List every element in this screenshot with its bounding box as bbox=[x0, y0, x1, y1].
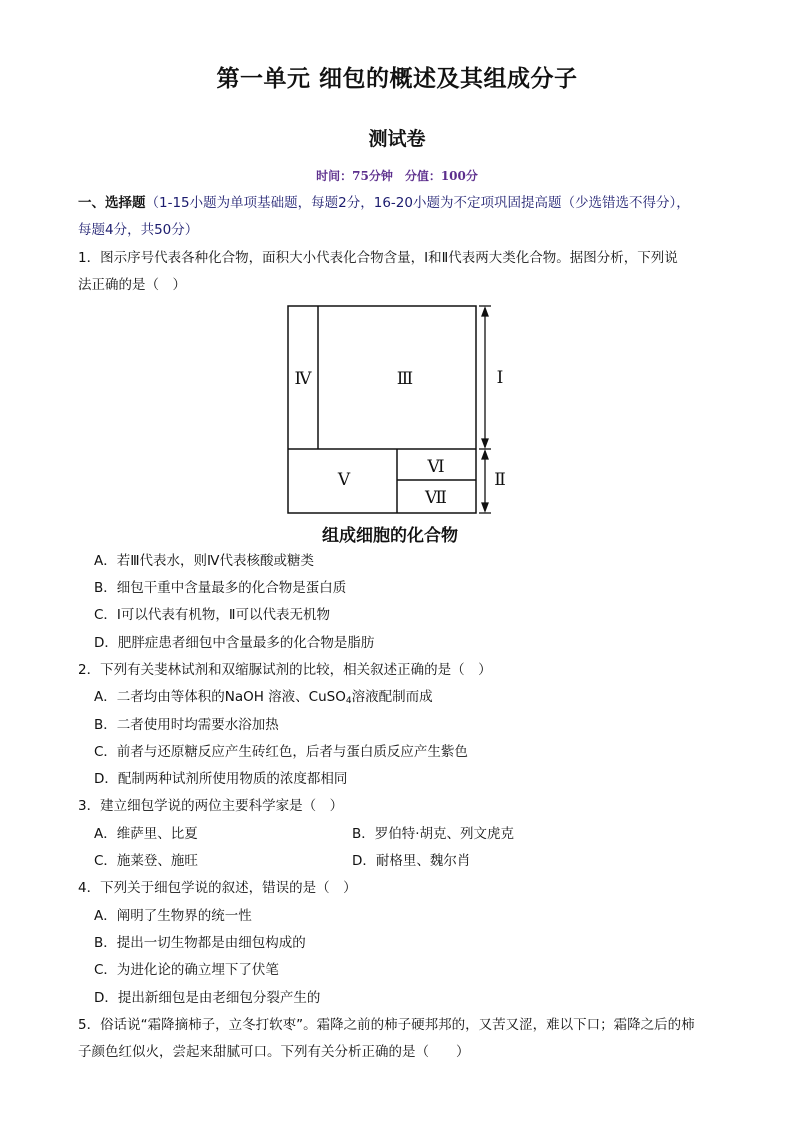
label-vi: Ⅵ bbox=[427, 457, 445, 477]
q1-stem-2: 法正确的是（ ） bbox=[78, 277, 186, 293]
label-i: Ⅰ bbox=[496, 368, 504, 388]
q4-option-d: D．提出新细包是由老细包分裂产生的 bbox=[94, 990, 321, 1006]
q2-option-c: C．前者与还原糖反应产生砖红色，后者与蛋白质反应产生紫色 bbox=[94, 744, 468, 760]
label-v: Ⅴ bbox=[337, 470, 351, 490]
q4-stem: 4．下列关于细包学说的叙述，错误的是（ ） bbox=[78, 880, 357, 896]
section-heading: 一、选择题 bbox=[78, 195, 146, 211]
label-iii: Ⅲ bbox=[396, 369, 414, 389]
compound-area-diagram bbox=[287, 305, 507, 520]
q2-option-a bbox=[94, 688, 433, 710]
q5-stem-2: 子颜色红似火，尝起来甜腻可口。下列有关分析正确的是（ ） bbox=[78, 1044, 470, 1060]
q3-option-b: B．罗伯特·胡克、列文虎克 bbox=[352, 826, 515, 842]
q2-option-b: B．二者使用时均需要水浴加热 bbox=[94, 717, 279, 733]
label-vii: Ⅶ bbox=[425, 488, 447, 508]
page-title: 第一单元 细包的概述及其组成分子 bbox=[216, 66, 578, 92]
q2-option-a-post: 溶液配制而成 bbox=[351, 689, 433, 705]
q1-option-a: A．若Ⅲ代表水，则Ⅳ代表核酸或糖类 bbox=[94, 553, 315, 569]
q1-option-b: B．细包干重中含量最多的化合物是蛋白质 bbox=[94, 580, 347, 596]
section-heading-line bbox=[78, 194, 690, 212]
q3-option-c: C．施莱登、施旺 bbox=[94, 853, 198, 869]
arrowhead-down-i bbox=[482, 439, 488, 447]
q5-stem-1: 5．俗话说“霜降摘柿子，立冬打软枣”。霜降之前的柿子硬邦邦的，又苦又涩，难以下口；霜降之后的柿 bbox=[78, 1017, 695, 1033]
q1-option-d: D．肥胖症患者细包中含量最多的化合物是脂肪 bbox=[94, 635, 375, 651]
q3-option-d: D．耐格里、魏尔肖 bbox=[352, 853, 471, 869]
page-subtitle: 测试卷 bbox=[368, 128, 426, 150]
q4-option-a: A．阐明了生物界的统一性 bbox=[94, 908, 252, 924]
q3-stem: 3．建立细包学说的两位主要科学家是（ ） bbox=[78, 798, 344, 814]
section-note-1: （1-15小题为单项基础题，每题2分，16-20小题为不定项巩固提高题（少选错选不得分）， bbox=[145, 195, 690, 211]
label-ii: Ⅱ bbox=[494, 470, 506, 490]
q2-option-d: D．配制两种试剂所使用物质的浓度都相同 bbox=[94, 771, 348, 787]
q2-option-a-sub: 4 bbox=[345, 696, 352, 706]
q4-option-b: B．提出一切生物都是由细包构成的 bbox=[94, 935, 306, 951]
q4-option-c: C．为进化论的确立埋下了伏笔 bbox=[94, 962, 279, 978]
q3-option-a: A．维萨里、比夏 bbox=[94, 826, 198, 842]
exam-meta: 时间：75分钟 分值：100分 bbox=[316, 169, 478, 183]
q1-stem-1: 1．图示序号代表各种化合物，面积大小代表化合物含量，Ⅰ和Ⅱ代表两大类化合物。据图分析，下列说 bbox=[78, 250, 678, 266]
arrowhead-up-i bbox=[482, 308, 488, 316]
diagram-outer-box bbox=[288, 306, 476, 513]
q2-option-a-pre: A．二者均由等体积的NaOH 溶液、CuSO bbox=[94, 689, 346, 705]
figure-caption: 组成细胞的化合物 bbox=[322, 526, 458, 546]
arrowhead-down-ii bbox=[482, 503, 488, 511]
q2-stem: 2．下列有关斐林试剂和双缩脲试剂的比较，相关叙述正确的是（ ） bbox=[78, 662, 492, 678]
arrowhead-up-ii bbox=[482, 451, 488, 459]
section-note-2: 每题4分，共50分） bbox=[78, 222, 199, 238]
q1-option-c: C．Ⅰ可以代表有机物，Ⅱ可以代表无机物 bbox=[94, 607, 331, 623]
label-iv: Ⅳ bbox=[294, 369, 312, 389]
